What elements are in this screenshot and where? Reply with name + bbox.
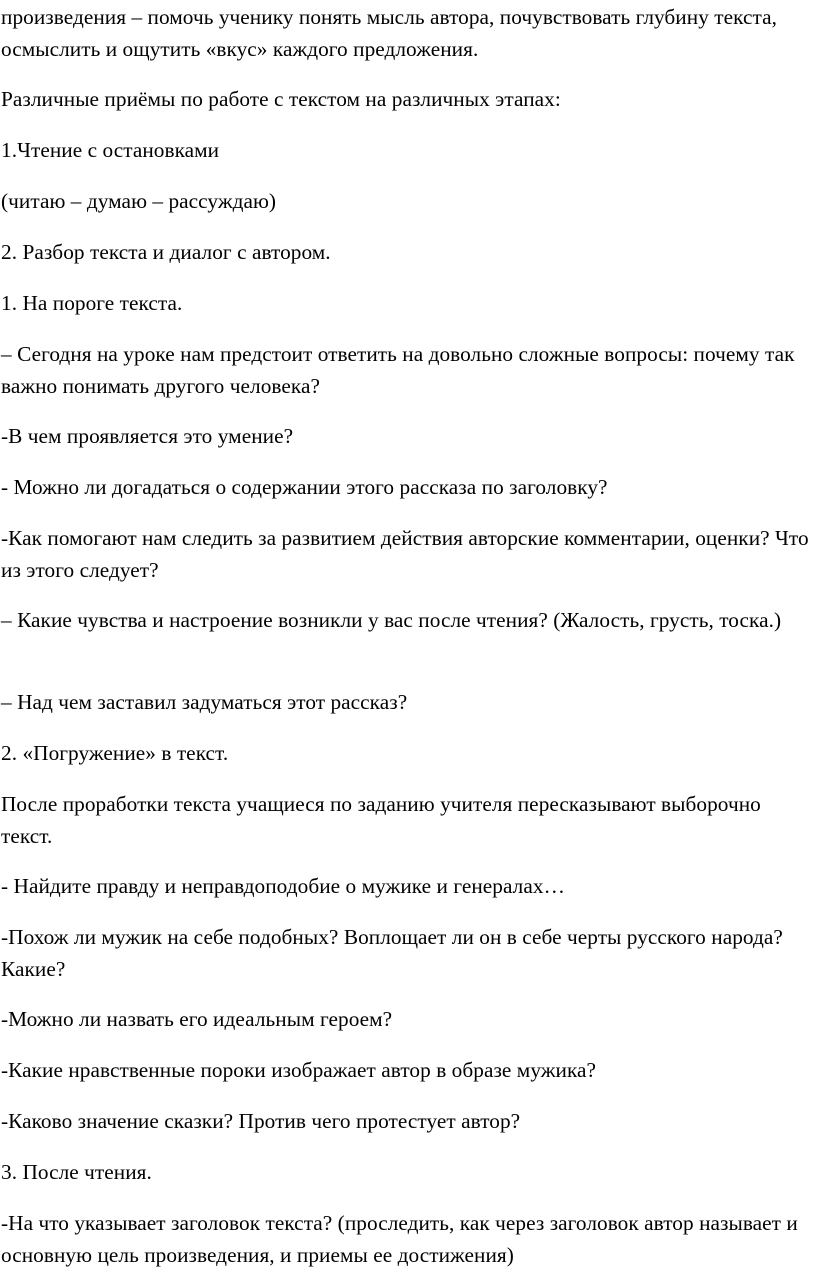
paragraph-stage-2-heading: 2. «Погружение» в текст. [1, 741, 229, 765]
paragraph-question: – Сегодня на уроке нам предстоит ответить на довольно сложные вопросы: почему так важно понимать другого человека? [1, 342, 800, 398]
paragraph-question: -Какие нравственные пороки изображает автор в образе мужика? [1, 1058, 597, 1082]
paragraph-question: -Как помогают нам следить за развитием действия авторские комментарии, оценки? Что из этого следует? [1, 526, 815, 582]
paragraph-stage-3-heading: 3. После чтения. [1, 1160, 152, 1184]
paragraph-question: -Каково значение сказки? Против чего протестует автор? [1, 1109, 521, 1133]
paragraph-intro-continuation: произведения – помочь ученику понять мысль автора, почувствовать глубину текста, осмыслить и ощутить «вкус» каждого предложения. [1, 5, 783, 61]
paragraph-list-item-2: 2. Разбор текста и диалог с автором. [1, 240, 331, 264]
paragraph-question: -В чем проявляется это умение? [1, 424, 294, 448]
paragraph-question: -Можно ли назвать его идеальным героем? [1, 1007, 393, 1031]
paragraph-question: -Похож ли мужик на себе подобных? Воплощает ли он в себе черты русского народа? Какие? [1, 925, 789, 981]
paragraph-techniques-heading: Различные приёмы по работе с текстом на различных этапах: [1, 87, 561, 111]
paragraph-question: - Найдите правду и неправдоподобие о мужике и генералах… [1, 874, 565, 898]
paragraph-list-item-1: 1.Чтение с остановками [1, 138, 220, 162]
paragraph-list-item-1-note: (читаю – думаю – рассуждаю) [1, 189, 277, 213]
paragraph-question: - Можно ли догадаться о содержании этого рассказа по заголовку? [1, 475, 608, 499]
paragraph-stage-1-heading: 1. На пороге текста. [1, 291, 183, 315]
paragraph-question: – Над чем заставил задуматься этот рассказ? [1, 690, 408, 714]
paragraph-question: – Какие чувства и настроение возникли у вас после чтения? (Жалость, грусть, тоска.) [1, 608, 782, 632]
paragraph-question: -На что указывает заголовок текста? (проследить, как через заголовок автор называет и основную цель произведения, и приемы ее достижения) [1, 1211, 804, 1267]
paragraph-stage-2-description: После проработки текста учащиеся по заданию учителя пересказывают выборочно текст. [1, 792, 767, 848]
